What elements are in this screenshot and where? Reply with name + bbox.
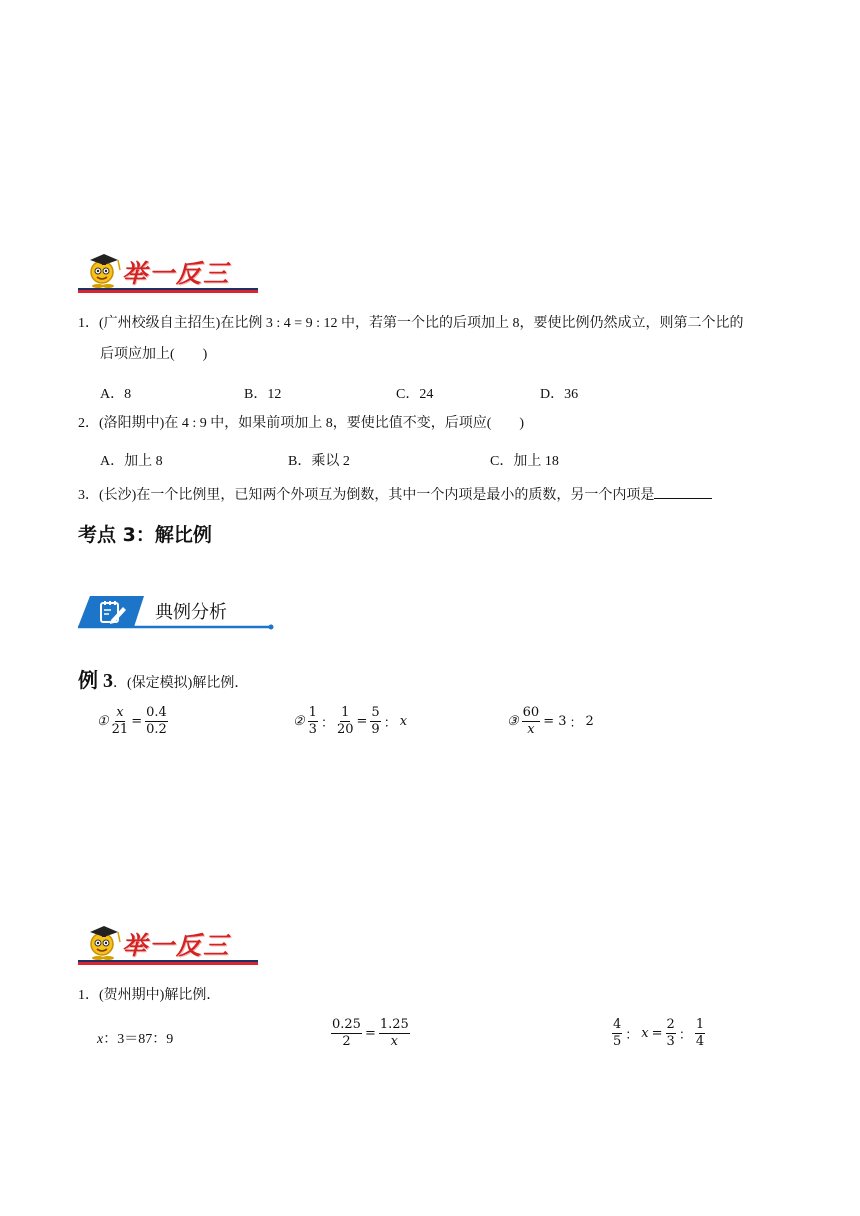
denominator: x [527,722,535,737]
notepad-pencil-icon [98,599,128,625]
equals-sign: = [364,1026,376,1041]
fraction [522,706,541,737]
denominator: 5 [613,1034,622,1049]
numerator: 1 [308,705,317,720]
colon: ： [678,1028,692,1043]
example-eq-1 [97,706,168,737]
question-1-continuation: 后项应加上( ) [100,347,208,362]
fraction [666,1018,676,1049]
colon: ： [383,716,397,731]
denominator: 4 [695,1034,705,1049]
example-dot: ． [113,676,127,691]
numerator: 1 [341,705,350,720]
question-text: (广州校级自主招生)在比例 3 : 4 = 9 : 12 中，若第一个比的后项加上 8，要使比例仍然成立，则第二个比的 [99,316,744,331]
denominator: 0.2 [146,722,167,737]
fraction [612,1018,622,1049]
colon: ： [625,1028,639,1043]
question-text: (洛阳期中)在 4 : 9 中，如果前项加上 8，要使比值不变，后项应( ) [99,416,525,431]
equation-rest: ：3＝87：9 [103,1032,174,1047]
question-number: 3． [78,488,99,503]
circled-number-2: ② [293,714,305,729]
section-heading: 考点 3：解比例 [78,524,212,546]
example-eq-2 [293,706,407,737]
equals-value: = 3 [543,714,567,729]
equals-sign: = [651,1026,663,1041]
practice-banner-top [78,248,258,301]
numerator: 60 [522,705,540,720]
question-text: (长沙)在一个比例里，已知两个外项互为倒数，其中一个内项是最小的质数，另一个内项是 [99,488,655,503]
option-d: D．36 [540,387,579,402]
numerator: 0.25 [332,1017,361,1032]
numerator: 1 [695,1017,705,1032]
question-number: 1． [78,316,99,331]
option-a: A．8 [100,387,132,402]
option-c: C．24 [396,387,434,402]
banner-title: 举一反三 [122,259,231,288]
equals-sign: = [131,714,143,729]
numerator: 5 [371,705,380,720]
option-b: B．乘以 2 [288,454,350,469]
numerator: 4 [613,1017,622,1032]
denominator: 9 [371,722,380,737]
value: 2 [585,714,594,729]
fraction [308,706,318,737]
fraction [331,1018,362,1049]
numerator: 2 [666,1017,675,1032]
denominator: 3 [666,1034,675,1049]
example-banner [78,594,274,632]
fraction [337,706,354,737]
denominator: 21 [111,722,129,737]
answer-blank [654,484,712,499]
circled-number-3: ③ [507,714,519,729]
practice-eq-3 [612,1018,705,1049]
practice-banner-bottom [78,920,258,973]
practice-2-question [78,986,220,1006]
example-eq-3 [507,706,594,737]
fraction [145,706,168,737]
option-a: A．加上 8 [100,454,163,469]
question-1 [78,314,744,334]
question-text: (贺州期中)解比例． [99,988,221,1003]
denominator: 2 [342,1034,351,1049]
circled-number-1: ① [97,714,109,729]
fraction [370,706,380,737]
numerator: 1.25 [379,1017,409,1032]
banner-title: 举一反三 [122,931,231,960]
denominator: 3 [308,722,317,737]
fraction [112,706,129,737]
option-b: B．12 [244,387,282,402]
example-banner-title: 典例分析 [155,602,227,623]
numerator: 0.4 [146,705,167,720]
denominator: 20 [336,722,354,737]
question-number: 2． [78,416,99,431]
question-2 [78,414,524,434]
practice-eq-1 [97,1028,173,1048]
denominator: x [390,1034,398,1049]
fraction [379,1018,410,1049]
option-c: C．加上 18 [490,454,559,469]
equals-sign: = [356,714,368,729]
variable: x [399,714,408,729]
numerator: x [116,705,124,720]
variable: x [641,1026,649,1041]
example-3-header [78,664,248,693]
question-number: 1． [78,988,99,1003]
fraction [695,1018,705,1049]
question-3 [78,484,712,506]
variable: x [97,1032,104,1047]
example-label: 例 3 [78,670,113,692]
colon: ： [320,716,334,731]
example-text: (保定模拟)解比例． [127,676,249,691]
practice-eq-2 [331,1018,410,1049]
colon: ： [569,716,583,731]
